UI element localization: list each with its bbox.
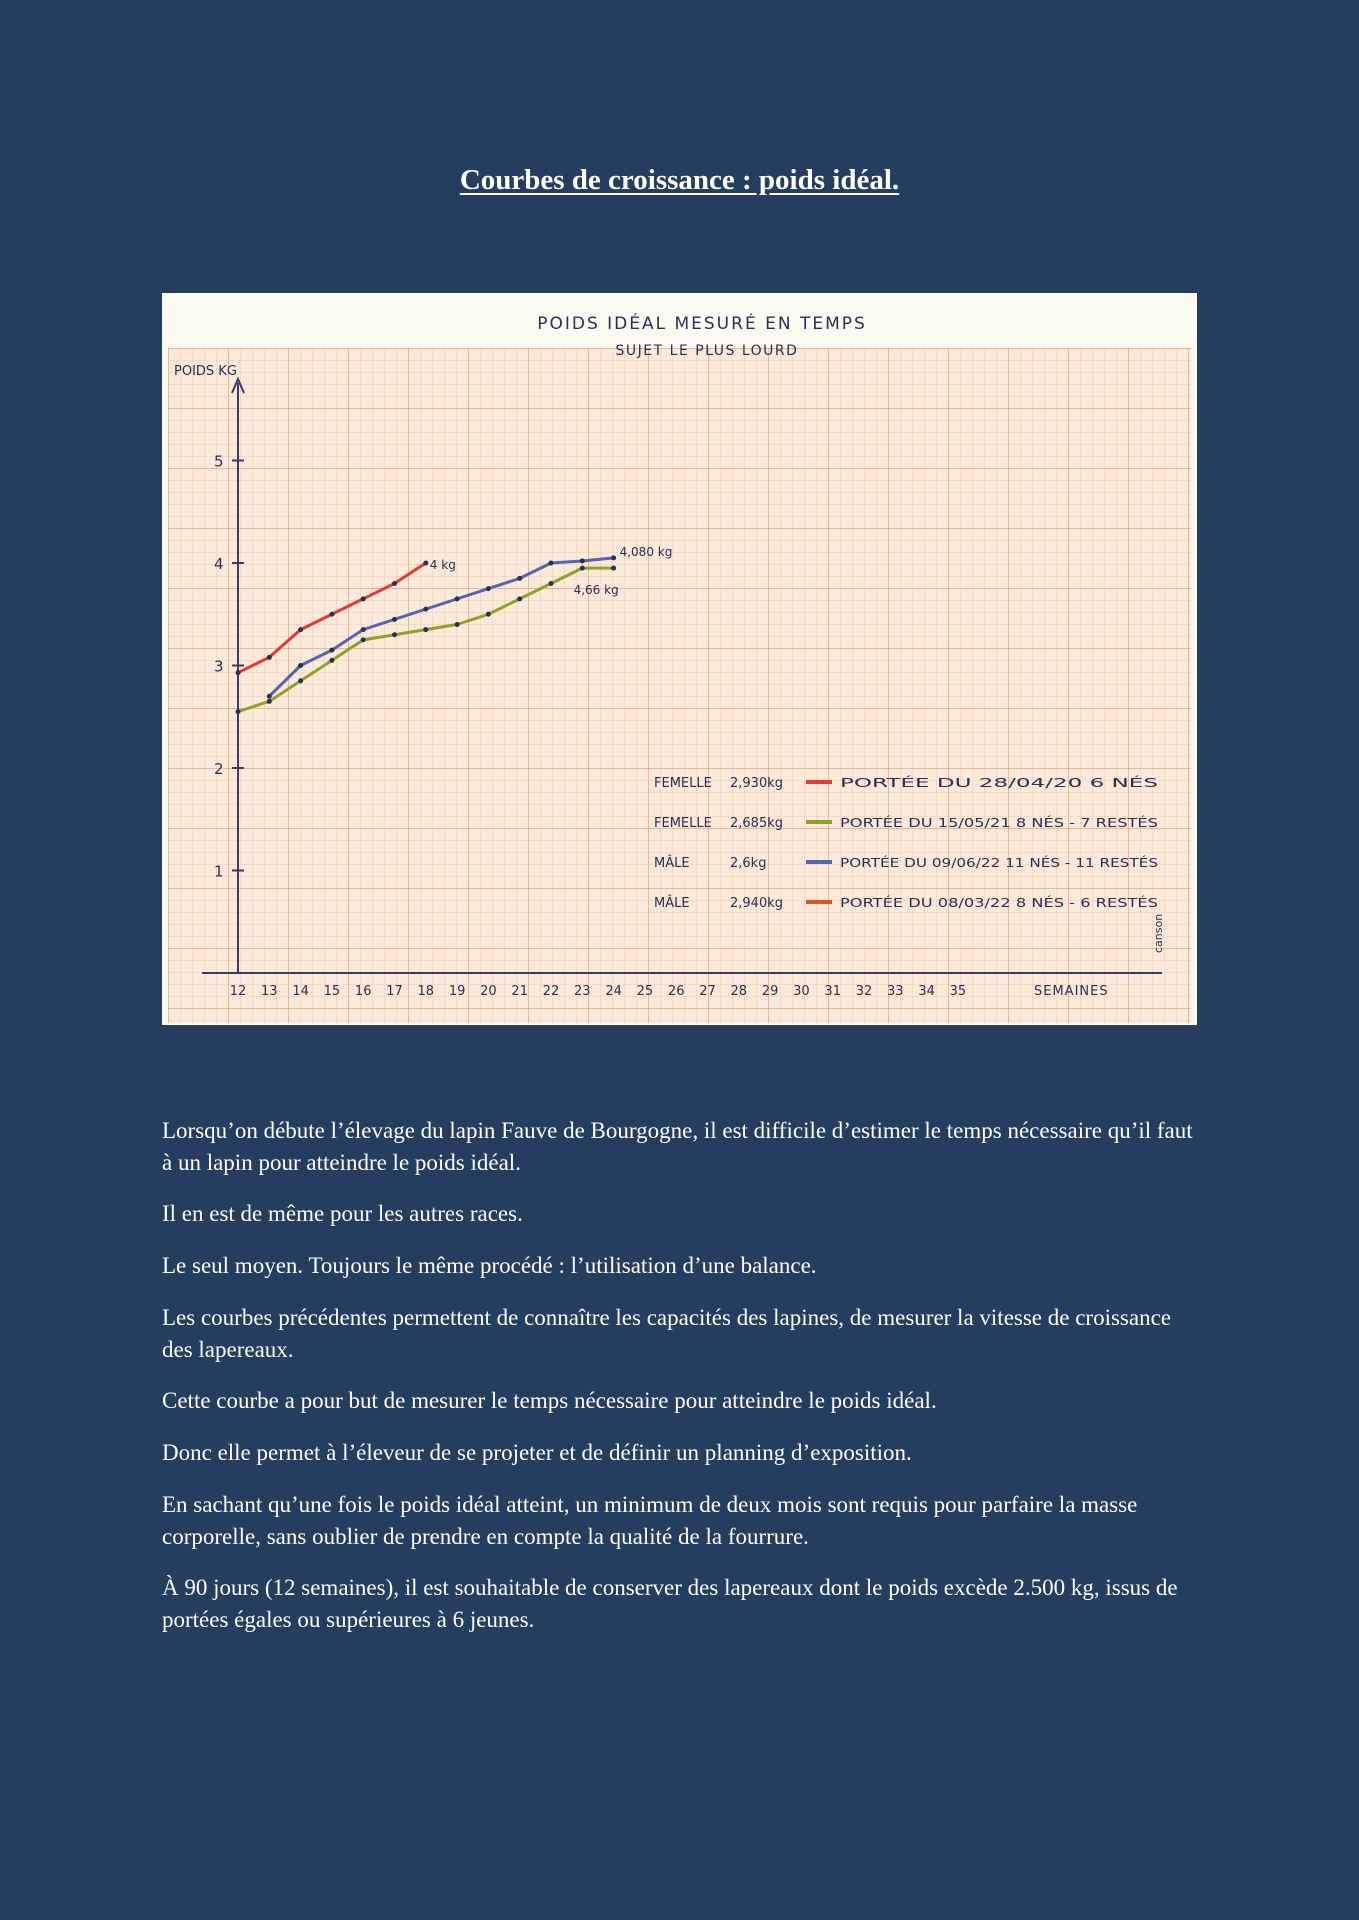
- x-tick-label: 27: [699, 984, 716, 999]
- x-tick-label: 13: [261, 984, 278, 999]
- data-point: [236, 709, 241, 714]
- data-point: [423, 561, 428, 566]
- data-point: [486, 612, 491, 617]
- data-point: [517, 596, 522, 601]
- data-point: [329, 612, 334, 617]
- x-tick-label: 30: [793, 984, 810, 999]
- legend-sex: FEMELLE: [654, 776, 712, 791]
- x-tick-label: 18: [417, 984, 435, 999]
- legend-portee: PORTÉE DU 15/05/21 8 NÉS - 7 RESTÉS: [840, 816, 1076, 830]
- x-tick-label: 28: [730, 984, 748, 999]
- chart-title-line1: POIDS IDÉAL MESURÉ EN TEMPS: [537, 314, 867, 334]
- data-point: [486, 586, 491, 591]
- x-tick-label: 34: [918, 984, 935, 999]
- data-point: [392, 632, 397, 637]
- x-tick-label: 22: [542, 984, 560, 999]
- x-tick-label: 24: [605, 984, 622, 999]
- data-point: [423, 607, 428, 612]
- legend-portee: PORTÉE DU 09/06/22 11 NÉS - 11 RESTÉS: [840, 856, 1091, 870]
- series-end-label: 4 kg: [429, 558, 456, 572]
- data-point: [267, 699, 272, 704]
- body-paragraph: Cette courbe a pour but de mesurer le temps nécessaire pour atteindre le poids idéal.: [162, 1388, 937, 1414]
- x-tick-label: 12: [229, 984, 247, 999]
- data-point: [329, 658, 334, 663]
- legend-weight: 2,930kg: [730, 776, 783, 791]
- chart-title-line2: SUJET LE PLUS LOURD: [615, 343, 799, 359]
- x-tick-label: 35: [949, 984, 967, 999]
- y-tick-label: 3: [214, 657, 224, 676]
- body-paragraph: Les courbes précédentes permettent de connaître les capacités des lapines, de mesurer la vitesse de croissance des lapereaux.: [162, 1304, 1172, 1362]
- x-tick-label: 16: [354, 984, 372, 999]
- data-point: [423, 627, 428, 632]
- legend-sex: FEMELLE: [654, 816, 712, 831]
- x-tick-label: 14: [292, 984, 309, 999]
- data-point: [392, 617, 397, 622]
- data-point: [392, 581, 397, 586]
- x-tick-label: 15: [323, 984, 341, 999]
- data-point: [611, 566, 616, 571]
- x-tick-label: 29: [761, 984, 779, 999]
- growth-chart: [162, 293, 1197, 1025]
- y-tick-label: 4: [214, 555, 224, 573]
- data-point: [267, 694, 272, 699]
- x-tick-label: 33: [887, 984, 904, 999]
- data-point: [361, 596, 366, 601]
- legend-sex: MÂLE: [654, 856, 690, 871]
- growth-chart-figure: [162, 293, 1197, 1025]
- body-paragraph: En sachant qu’une fois le poids idéal atteint, un minimum de deux mois sont requis pour parfaire la masse corporelle, sans oublier de prendre en compte la qualité de la fourrure.: [162, 1491, 1138, 1549]
- x-tick-label: 26: [667, 984, 685, 999]
- legend-weight: 2,685kg: [730, 816, 783, 831]
- data-point: [298, 663, 303, 668]
- series-end-label: 4,080 kg: [619, 544, 673, 559]
- data-point: [517, 576, 522, 581]
- y-tick-label: 5: [214, 452, 224, 471]
- x-axis-label: SEMAINES: [1034, 984, 1109, 999]
- brand-mark: canson: [1152, 913, 1165, 953]
- legend-sex: MÂLE: [654, 896, 690, 911]
- data-point: [361, 627, 366, 632]
- y-tick-label: 1: [214, 862, 224, 881]
- body-paragraph: Le seul moyen. Toujours le même procédé : l’utilisation d’une balance.: [162, 1253, 817, 1279]
- x-tick-label: 23: [574, 984, 591, 999]
- major-grid: [168, 348, 1191, 1023]
- data-point: [329, 648, 334, 653]
- x-tick-label: 19: [448, 984, 466, 999]
- x-tick-label: 25: [636, 984, 654, 999]
- x-tick-label: 31: [824, 984, 841, 999]
- body-paragraph: Donc elle permet à l’éleveur de se projeter et de définir un planning d’exposition.: [162, 1440, 912, 1466]
- data-point: [549, 561, 554, 566]
- y-axis-label: POIDS KG: [174, 364, 237, 379]
- data-point: [298, 678, 303, 683]
- x-tick-label: 20: [480, 984, 497, 999]
- x-tick-label: 21: [511, 984, 528, 999]
- data-point: [298, 627, 303, 632]
- data-point: [361, 637, 366, 642]
- data-point: [580, 566, 585, 571]
- page-title: Courbes de croissance : poids idéal.: [459, 164, 900, 196]
- body-paragraph: Il en est de même pour les autres races.: [162, 1201, 523, 1227]
- data-point: [455, 622, 460, 627]
- data-point: [455, 596, 460, 601]
- legend-weight: 2,6kg: [730, 856, 767, 871]
- legend-portee: PORTÉE DU 28/04/20 6 NÉS: [840, 776, 1006, 790]
- x-tick-label: 17: [386, 984, 403, 999]
- x-tick-label: 32: [855, 984, 873, 999]
- y-tick-label: 2: [214, 760, 224, 778]
- data-point: [611, 555, 616, 560]
- data-point: [236, 670, 241, 675]
- series-end-label: 4,66 kg: [573, 583, 619, 598]
- data-point: [549, 581, 554, 586]
- body-text: [162, 1115, 1202, 1656]
- body-paragraph: À 90 jours (12 semaines), il est souhaitable de conserver des lapereaux dont le poids excède 2.500 kg, issus de portées égales ou supérieures à 6 jeunes.: [162, 1575, 1178, 1633]
- body-paragraph: Lorsqu’on débute l’élevage du lapin Fauve de Bourgogne, il est difficile d’estimer le temps nécessaire qu’il faut à un lapin pour atteindre le poids idéal.: [162, 1118, 1193, 1175]
- legend-portee: PORTÉE DU 08/03/22 8 NÉS - 6 RESTÉS: [840, 896, 1076, 910]
- data-point: [267, 655, 272, 660]
- data-point: [580, 558, 585, 563]
- legend-weight: 2,940kg: [730, 896, 783, 911]
